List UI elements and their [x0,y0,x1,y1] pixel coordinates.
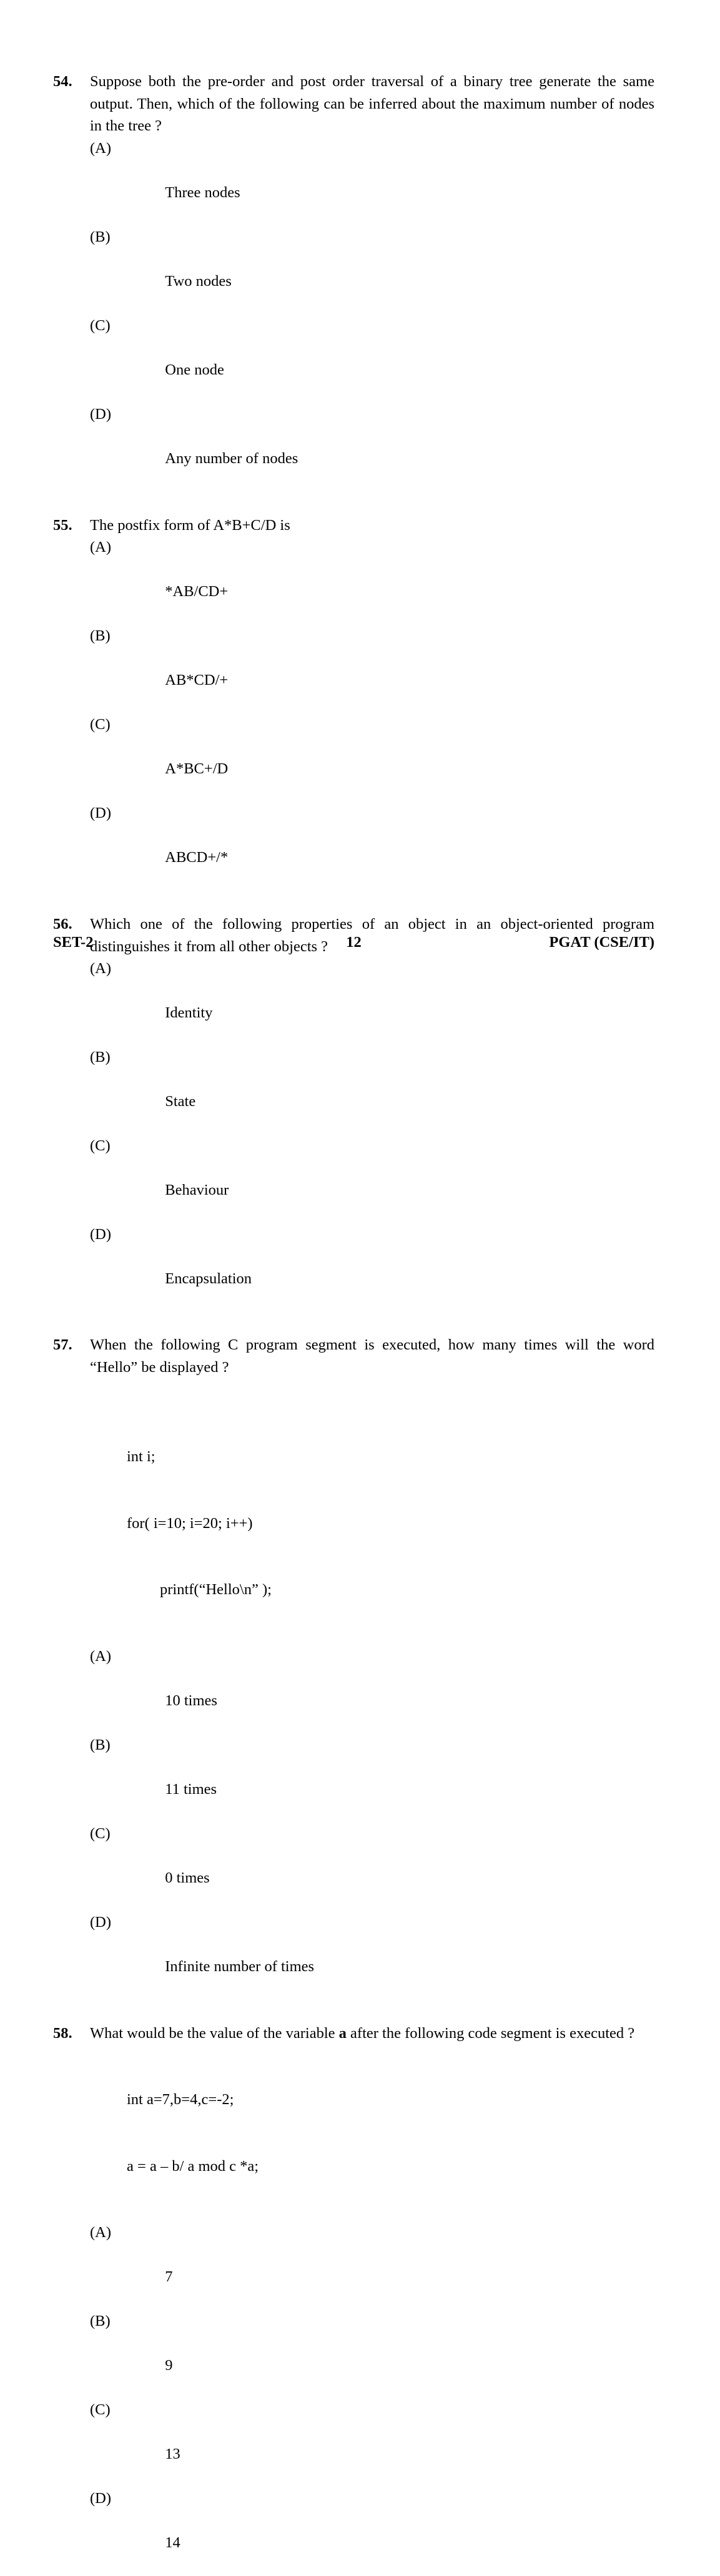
question-58-stem-pre: What would be the value of the variable [90,2025,339,2042]
option-56-b[interactable] [53,1046,654,1135]
option-54-a[interactable] [53,137,654,226]
option-58-c[interactable] [53,2399,654,2487]
option-55-d-label: (D) [90,802,111,825]
option-55-b-label: (B) [90,625,111,647]
code-line-57-3: printf(“Hello\n” ); [53,1579,654,1601]
code-gap-57 [53,1378,654,1401]
option-58-d-text: 14 [165,2534,180,2551]
option-54-d-label: (D) [90,403,111,426]
question-57 [53,1334,654,2000]
option-58-b-text: 9 [165,2357,172,2374]
option-56-c-text: Behaviour [165,1182,229,1198]
question-58-options [53,2221,654,2576]
option-56-a-text: Identity [165,1004,212,1021]
question-57-number: 57. [53,1334,72,1356]
question-54-head [53,71,654,137]
question-56-stem: Which one of the following properties of an object in an object-oriented program distinguishes it from all other objects ? [90,913,654,957]
question-54-number: 54. [53,71,72,93]
option-54-b-text: Two nodes [165,273,231,290]
code-line-58-1: int a=7,b=4,c=-2; [53,2089,654,2111]
footer-set-label: SET-2 [53,932,93,953]
question-58-stem [90,2022,654,2045]
option-58-d-label: (D) [90,2487,111,2510]
option-56-a[interactable] [53,957,654,1046]
question-gap-56-57 [53,1312,654,1334]
option-57-d-label: (D) [90,1911,111,1934]
option-54-d[interactable] [53,403,654,492]
page-footer [53,932,654,953]
code-line-57-1: int i; [53,1446,654,1468]
question-56-number: 56. [53,913,72,936]
option-58-d[interactable] [53,2487,654,2576]
question-58-variable: a [339,2025,347,2042]
question-54 [53,71,654,492]
code-line-58-2: a = a – b/ a mod c *a; [53,2155,654,2178]
option-56-d-text: Encapsulation [165,1270,252,1287]
exam-page [0,0,720,995]
question-58-number: 58. [53,2022,72,2045]
option-54-b[interactable] [53,226,654,315]
option-58-c-text: 13 [165,2446,180,2462]
question-list [53,71,654,2576]
question-55-stem: The postfix form of A*B+C/D is [90,514,654,537]
option-57-b[interactable] [53,1734,654,1823]
question-58 [53,2022,654,2576]
option-58-a[interactable] [53,2221,654,2310]
option-54-b-label: (B) [90,226,111,248]
question-gap-55-56 [53,891,654,913]
option-55-d[interactable] [53,802,654,891]
question-gap-54-55 [53,492,654,514]
option-54-c-label: (C) [90,315,111,337]
option-57-a-label: (A) [90,1645,111,1668]
option-58-b[interactable] [53,2310,654,2399]
question-57-options [53,1645,654,2000]
option-54-c[interactable] [53,315,654,403]
question-54-options [53,137,654,492]
option-54-a-text: Three nodes [165,184,240,201]
option-57-c[interactable] [53,1823,654,1911]
question-55-options [53,536,654,891]
option-56-b-text: State [165,1093,195,1110]
footer-exam-label: PGAT (CSE/IT) [549,932,654,953]
question-57-stem: When the following C program segment is executed, how many times will the word “Hello” be displayed ? [90,1334,654,1378]
option-55-c[interactable] [53,713,654,802]
option-56-d[interactable] [53,1223,654,1312]
code-block-58 [53,2044,654,2221]
question-54-stem: Suppose both the pre-order and post order traversal of a binary tree generate the same output. Then, which of the following can be inferred about the maximum number of nodes in the tree ? [90,71,654,137]
question-55-head [53,514,654,537]
option-55-a-text: *AB/CD+ [165,583,228,600]
question-58-stem-post: after the following code segment is executed ? [347,2025,634,2042]
option-57-c-label: (C) [90,1823,111,1845]
option-55-b[interactable] [53,625,654,713]
option-55-d-text: ABCD+/* [165,849,228,866]
option-56-b-label: (B) [90,1046,111,1069]
question-57-head [53,1334,654,1378]
footer-page-number: 12 [53,932,654,953]
option-54-c-text: One node [165,361,224,378]
option-57-b-label: (B) [90,1734,111,1756]
option-54-a-label: (A) [90,137,111,160]
question-56 [53,913,654,1312]
option-58-a-text: 7 [165,2268,172,2285]
question-55-number: 55. [53,514,72,537]
option-58-b-label: (B) [90,2310,111,2333]
code-block-57 [53,1401,654,1645]
question-gap-57-58 [53,2000,654,2022]
option-57-b-text: 11 times [165,1781,217,1798]
option-55-c-text: A*BC+/D [165,760,228,777]
option-55-a[interactable] [53,536,654,625]
option-57-c-text: 0 times [165,1869,209,1886]
code-line-57-2: for( i=10; i=20; i++) [53,1512,654,1535]
option-56-c-label: (C) [90,1135,111,1157]
option-57-d-text: Infinite number of times [165,1958,314,1975]
question-58-head [53,2022,654,2045]
option-55-a-label: (A) [90,536,111,559]
option-58-a-label: (A) [90,2221,111,2244]
question-55 [53,514,654,891]
option-54-d-text: Any number of nodes [165,450,298,467]
option-58-c-label: (C) [90,2399,111,2421]
option-57-a-text: 10 times [165,1692,217,1709]
option-57-d[interactable] [53,1911,654,2000]
question-56-options [53,957,654,1312]
option-56-c[interactable] [53,1135,654,1223]
option-56-d-label: (D) [90,1223,111,1246]
option-55-b-text: AB*CD/+ [165,672,228,688]
option-55-c-label: (C) [90,713,111,736]
option-56-a-label: (A) [90,957,111,980]
option-57-a[interactable] [53,1645,654,1734]
